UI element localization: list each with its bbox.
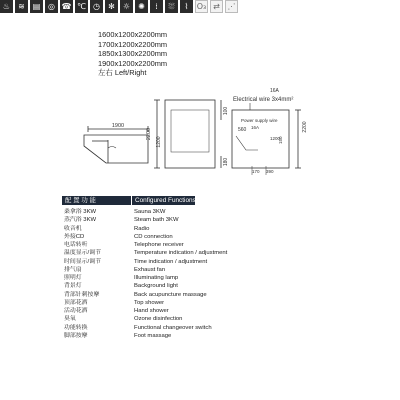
ozone-icon: O₃: [195, 0, 208, 13]
function-cn: 时间显示/调节: [64, 258, 101, 265]
dim-560: 560: [238, 127, 247, 133]
function-cn: 活动花洒: [64, 308, 88, 314]
radio-icon: ▤: [30, 0, 43, 13]
foot-massage-icon: ⋰: [225, 0, 238, 13]
function-en: Exhaust fan: [134, 266, 166, 273]
function-en: Foot massage: [134, 332, 172, 339]
function-cn: 外接CD: [64, 233, 85, 240]
function-en: CD connection: [134, 233, 173, 240]
function-cn: 排气扇: [64, 266, 82, 273]
function-cn: 臭氧: [64, 316, 76, 323]
cd-icon: ◎: [45, 0, 58, 13]
function-en: Illuminating lamp: [134, 275, 179, 281]
function-cn: 收音机: [64, 225, 82, 232]
fan-icon: ✻: [105, 0, 118, 13]
back-massage-icon: ⁞: [150, 0, 163, 13]
dim-390: 390: [266, 169, 274, 174]
dim-depth: 1200: [156, 136, 162, 148]
function-cn: 功能转换: [64, 324, 88, 331]
plan-view: [84, 126, 148, 163]
function-en: Temperature indication / adjustment: [134, 250, 228, 257]
function-cn: 顶部花洒: [64, 299, 88, 306]
dim-150: 150: [278, 136, 283, 144]
top-shower-icon: ⛆: [165, 0, 178, 13]
function-en: Telephone receiver: [134, 242, 184, 248]
switch-icon: ⇄: [210, 0, 223, 13]
time-icon: ◷: [90, 0, 103, 13]
size-line: 1900x1200x2200mm: [98, 58, 168, 68]
function-cn: 照明灯: [64, 275, 82, 281]
functions-en-column: [134, 208, 227, 340]
dim-100: 100: [223, 106, 229, 116]
side-view: [154, 100, 221, 168]
function-en: Time indication / adjustment: [134, 258, 208, 265]
function-en: Hand shower: [134, 308, 169, 314]
temperature-icon: ℃: [75, 0, 88, 13]
function-cn: 温度显示/调节: [64, 250, 101, 257]
steam-icon: ≋: [15, 0, 28, 13]
functions-header-cn: 配 置 功 能: [62, 196, 131, 205]
function-cn: 背部针刺按摩: [64, 291, 100, 298]
function-cn: 背景灯: [64, 283, 82, 290]
function-en: Radio: [134, 225, 150, 232]
dim-plan-width: 1900: [111, 123, 125, 129]
power-supply-label: Power supply wire: [241, 118, 278, 123]
function-en: Steam bath 3KW: [134, 217, 179, 224]
function-cn: 电话转听: [64, 242, 88, 248]
dim-2200b: 2200: [302, 121, 308, 133]
dim-height: 2200: [146, 127, 152, 141]
electrical-wire-label: Electrical wire 3x4mm²: [233, 97, 294, 103]
hand-shower-icon: ⌇: [180, 0, 193, 13]
dim-1200b: 1200: [270, 136, 281, 141]
size-line: 1600x1200x2200mm: [98, 30, 168, 39]
dim-170: 170: [252, 169, 260, 174]
function-cn: 蒸汽浴 3KW: [64, 217, 97, 224]
sauna-icon: ♨: [0, 0, 13, 13]
function-en: Functional changeover switch: [134, 324, 212, 331]
function-en: Ozone disinfection: [134, 316, 183, 323]
function-en: Sauna 3KW: [134, 209, 166, 215]
function-cn: 脚部按摩: [64, 332, 88, 339]
function-en: Back acupuncture massage: [134, 291, 207, 298]
telephone-icon: ☎: [60, 0, 73, 13]
amp-16-label: 16A: [251, 125, 260, 130]
functions-header-en: Configured Functions: [132, 196, 195, 205]
electrical-amp: 16A: [270, 88, 279, 94]
size-line: 1850x1300x2200mm: [98, 49, 168, 59]
functions-cn-column: [64, 208, 101, 340]
function-en: Top shower: [134, 299, 165, 306]
size-line: 1700x1200x2200mm: [98, 39, 168, 49]
function-cn: 桑拿浴 3KW: [64, 209, 97, 215]
lamp-icon: ☼: [120, 0, 133, 13]
wiring-view: [232, 103, 301, 175]
orientation-label: 左右 Left/Right: [98, 68, 147, 78]
dim-180: 180: [223, 157, 229, 167]
function-en: Background light: [134, 283, 178, 290]
background-light-icon: ✺: [135, 0, 148, 13]
